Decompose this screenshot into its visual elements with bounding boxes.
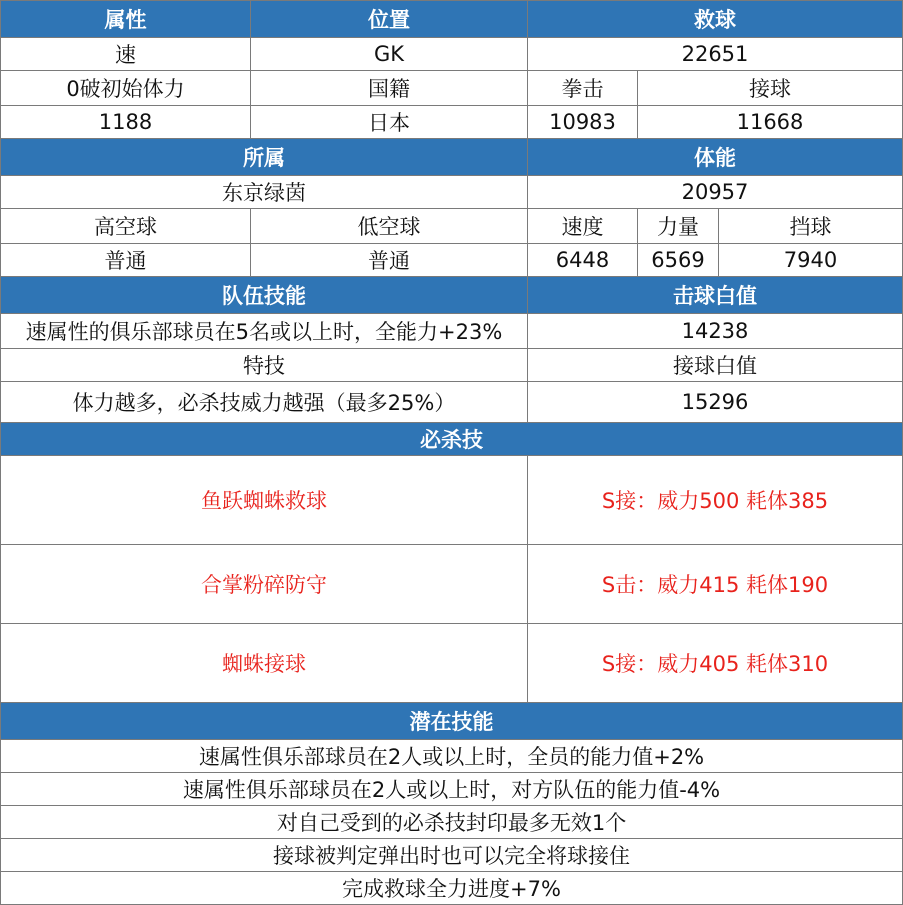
labels-row-1 [1, 71, 903, 106]
potential-skill: 对自己受到的必杀技封印最多无效1个 [1, 806, 903, 839]
stamina-value: 1188 [1, 106, 251, 139]
position-value: GK [251, 38, 528, 71]
team-skill-row [1, 314, 903, 349]
specials-header-row [1, 423, 903, 456]
special-move-name: 鱼跃蜘蛛救球 [1, 456, 528, 545]
header-row-2 [1, 139, 903, 176]
special-move-name: 蜘蛛接球 [1, 624, 528, 703]
power-value: 6569 [638, 244, 719, 277]
high-ball-value: 普通 [1, 244, 251, 277]
low-ball-value: 普通 [251, 244, 528, 277]
block-label: 挡球 [719, 209, 903, 244]
team-header: 所属 [1, 139, 528, 176]
values-row-2 [1, 244, 903, 277]
team-value: 东京绿茵 [1, 176, 528, 209]
save-value: 22651 [528, 38, 903, 71]
catch-value: 11668 [638, 106, 903, 139]
nationality-label: 国籍 [251, 71, 528, 106]
basic-row [1, 38, 903, 71]
position-header: 位置 [251, 1, 528, 38]
catch-label: 接球 [638, 71, 903, 106]
stamina-label: 0破初始体力 [1, 71, 251, 106]
potential-row [1, 773, 903, 806]
punch-label: 拳击 [528, 71, 638, 106]
potential-row [1, 740, 903, 773]
special-row [1, 382, 903, 423]
physical-value: 20957 [528, 176, 903, 209]
special-move-name: 合掌粉碎防守 [1, 545, 528, 624]
special-move-detail: S接：威力405 耗体310 [528, 624, 903, 703]
potential-skill: 速属性俱乐部球员在2人或以上时，全员的能力值+2% [1, 740, 903, 773]
potential-skill: 速属性俱乐部球员在2人或以上时，对方队伍的能力值-4% [1, 773, 903, 806]
catch-white-value: 15296 [528, 382, 903, 423]
potential-header: 潜在技能 [1, 703, 903, 740]
potential-row [1, 806, 903, 839]
attribute-header: 属性 [1, 1, 251, 38]
catch-white-label: 接球白值 [528, 349, 903, 382]
special-move-row [1, 624, 903, 703]
header-row-1 [1, 1, 903, 38]
power-label: 力量 [638, 209, 719, 244]
values-row-1 [1, 106, 903, 139]
physical-header: 体能 [528, 139, 903, 176]
team-row [1, 176, 903, 209]
team-skill-value: 速属性的俱乐部球员在5名或以上时，全能力+23% [1, 314, 528, 349]
potential-row [1, 839, 903, 872]
special-move-detail: S接：威力500 耗体385 [528, 456, 903, 545]
nationality-value: 日本 [251, 106, 528, 139]
special-move-detail: S击：威力415 耗体190 [528, 545, 903, 624]
special-value: 体力越多，必杀技威力越强（最多25%） [1, 382, 528, 423]
special-move-row [1, 456, 903, 545]
save-header: 救球 [528, 1, 903, 38]
special-label-row [1, 349, 903, 382]
speed-value: 6448 [528, 244, 638, 277]
specials-header: 必杀技 [1, 423, 903, 456]
special-label: 特技 [1, 349, 528, 382]
speed-label: 速度 [528, 209, 638, 244]
punch-white-header: 击球白值 [528, 277, 903, 314]
labels-row-2 [1, 209, 903, 244]
team-skill-header: 队伍技能 [1, 277, 528, 314]
header-row-3 [1, 277, 903, 314]
potential-skill: 接球被判定弹出时也可以完全将球接住 [1, 839, 903, 872]
punch-value: 10983 [528, 106, 638, 139]
attribute-value: 速 [1, 38, 251, 71]
punch-white-value: 14238 [528, 314, 903, 349]
block-value: 7940 [719, 244, 903, 277]
potential-header-row [1, 703, 903, 740]
high-ball-label: 高空球 [1, 209, 251, 244]
low-ball-label: 低空球 [251, 209, 528, 244]
potential-skill: 完成救球全力进度+7% [1, 872, 903, 905]
potential-row [1, 872, 903, 905]
special-move-row [1, 545, 903, 624]
